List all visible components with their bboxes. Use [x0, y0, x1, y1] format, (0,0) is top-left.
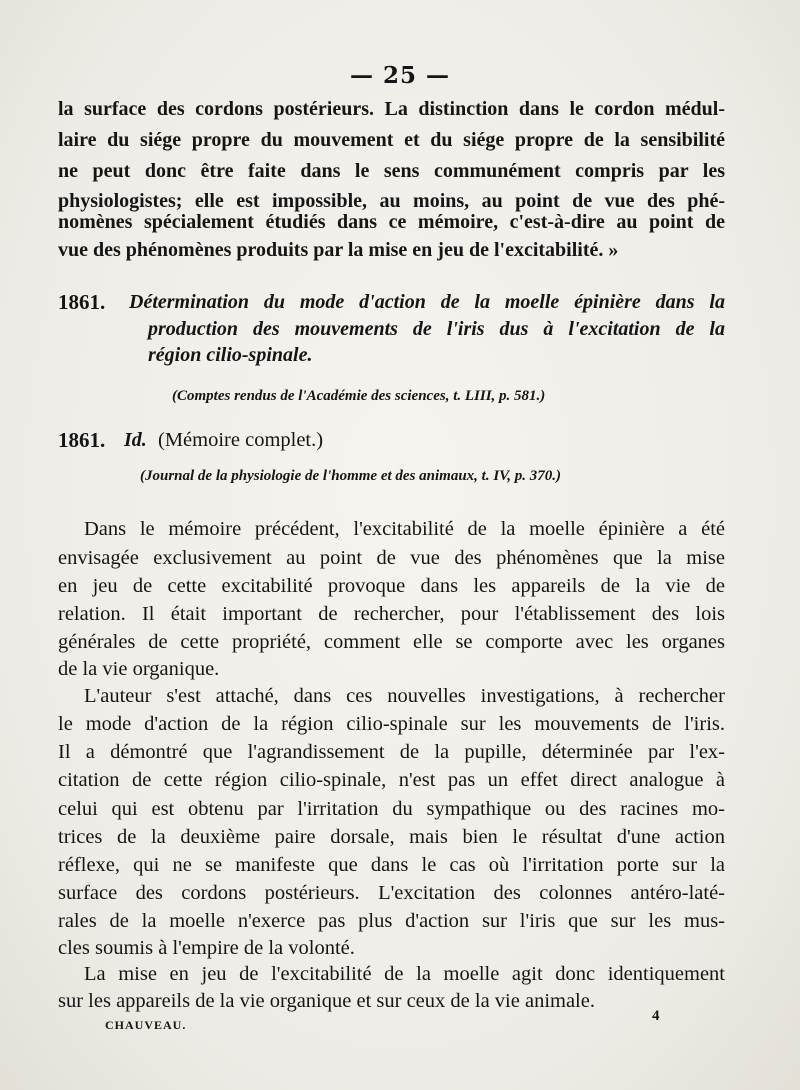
text-line: rales de la moelle n'exerce pas plus d'action sur l'iris que sur les mus-: [58, 910, 725, 932]
entry-title-line: production des mouvements de l'iris dus à l'excitation de la: [148, 318, 725, 340]
text-line: relation. Il était important de rechercher, pour l'établissement des lois: [58, 603, 725, 625]
text-line: la surface des cordons postérieurs. La distinction dans le cordon médul-: [58, 98, 725, 120]
text-line: réflexe, qui ne se manifeste que dans le cas où l'irritation porte sur la: [58, 854, 725, 876]
entry-title: (Mémoire complet.): [158, 429, 324, 451]
text-line: nomènes spécialement étudiés dans ce mémoire, c'est-à-dire au point de: [58, 211, 725, 233]
text-line: laire du siége propre du mouvement et du siége propre de la sensibilité: [58, 129, 725, 151]
entry-citation: (Comptes rendus de l'Académie des sciences, t. LIII, p. 581.): [172, 388, 546, 404]
text-line: envisagée exclusivement au point de vue des phénomènes que la mise: [58, 547, 725, 569]
text-line: citation de cette région cilio-spinale, n'est pas un effet direct analogue à: [58, 769, 725, 791]
text-line: celui qui est obtenu par l'irritation du sympathique ou des racines mo-: [58, 798, 725, 820]
text-line: La mise en jeu de l'excitabilité de la moelle agit donc identiquement: [84, 963, 725, 985]
text-line: Il a démontré que l'agrandissement de la pupille, déterminée par l'ex-: [58, 741, 725, 763]
entry-year: 1861.: [58, 290, 106, 314]
text-line: vue des phénomènes produits par la mise en jeu de l'excitabilité. »: [58, 239, 619, 261]
entry-title-line: Détermination du mode d'action de la moelle épinière dans la: [129, 291, 725, 313]
text-line: ne peut donc être faite dans le sens communément compris par les: [58, 160, 725, 182]
text-line: de la vie organique.: [58, 658, 220, 680]
text-line: L'auteur s'est attaché, dans ces nouvelles investigations, à rechercher: [84, 685, 725, 707]
text-line: physiologistes; elle est impossible, au moins, au point de vue des phé-: [58, 190, 725, 212]
entry-title-line: région cilio-spinale.: [148, 344, 313, 366]
text-line: Dans le mémoire précédent, l'excitabilité de la moelle épinière a été: [84, 518, 725, 540]
text-line: générales de cette propriété, comment elle se comporte avec les organes: [58, 631, 725, 653]
page-number: — 25 —: [349, 62, 451, 89]
text-line: sur les appareils de la vie organique et sur ceux de la vie animale.: [58, 990, 595, 1012]
text-line: cles soumis à l'empire de la volonté.: [58, 937, 355, 959]
entry-citation: (Journal de la physiologie de l'homme et des animaux, t. IV, p. 370.): [140, 468, 561, 484]
text-line: en jeu de cette excitabilité provoque dans les appareils de la vie de: [58, 575, 725, 597]
footer-author: CHAUVEAU.: [105, 1018, 187, 1032]
text-line: le mode d'action de la région cilio-spinale sur les mouvements de l'iris.: [58, 713, 725, 735]
text-line: surface des cordons postérieurs. L'excitation des colonnes antéro-laté-: [58, 882, 725, 904]
text-line: trices de la deuxième paire dorsale, mais bien le résultat d'une action: [58, 826, 725, 848]
entry-id-label: Id.: [124, 429, 147, 451]
signature-mark: 4: [652, 1008, 660, 1024]
entry-year: 1861.: [58, 428, 106, 452]
